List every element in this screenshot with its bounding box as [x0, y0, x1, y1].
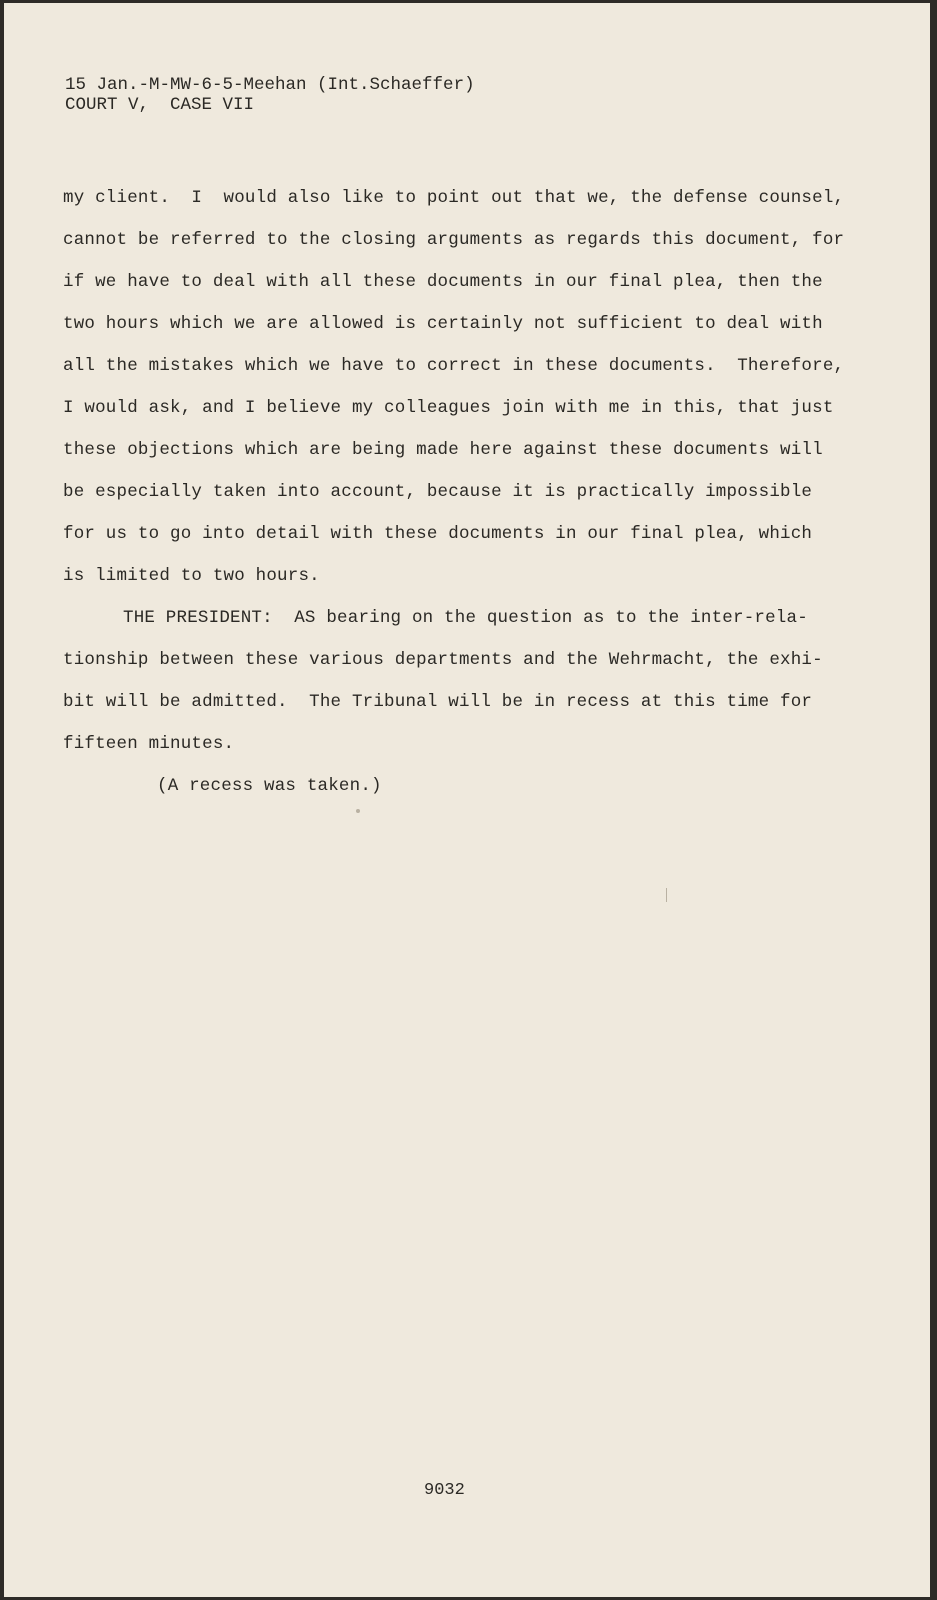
header-reference-line: 15 Jan.-M-MW-6-5-Meehan (Int.Schaeffer)	[65, 75, 475, 95]
paper-speck	[666, 888, 667, 902]
body-line: I would ask, and I believe my colleagues join with me in this, that just	[63, 398, 834, 418]
body-line: bit will be admitted. The Tribunal will be in recess at this time for	[63, 692, 813, 712]
body-line: cannot be referred to the closing arguments as regards this document, for	[63, 230, 845, 250]
body-line: all the mistakes which we have to correct in these documents. Therefore,	[63, 356, 845, 376]
president-statement-line: THE PRESIDENT: AS bearing on the question as to the inter-rela-	[123, 608, 808, 628]
body-line: for us to go into detail with these documents in our final plea, which	[63, 524, 813, 544]
recess-note: (A recess was taken.)	[157, 776, 382, 796]
body-line: these objections which are being made here against these documents will	[63, 440, 823, 460]
body-line: tionship between these various departments and the Wehrmacht, the exhi-	[63, 650, 823, 670]
body-line: is limited to two hours.	[63, 566, 320, 586]
body-line: be especially taken into account, because it is practically impossible	[63, 482, 813, 502]
body-line: fifteen minutes.	[63, 734, 235, 754]
transcript-body	[63, 177, 853, 807]
document-header	[65, 75, 475, 115]
page-number: 9032	[424, 1481, 465, 1500]
header-court-case-line: COURT V, CASE VII	[65, 95, 255, 115]
body-line: my client. I would also like to point out that we, the defense counsel,	[63, 188, 845, 208]
document-page	[4, 3, 930, 1597]
paper-speck	[356, 809, 360, 813]
body-line: if we have to deal with all these documents in our final plea, then the	[63, 272, 823, 292]
body-line: two hours which we are allowed is certainly not sufficient to deal with	[63, 314, 823, 334]
